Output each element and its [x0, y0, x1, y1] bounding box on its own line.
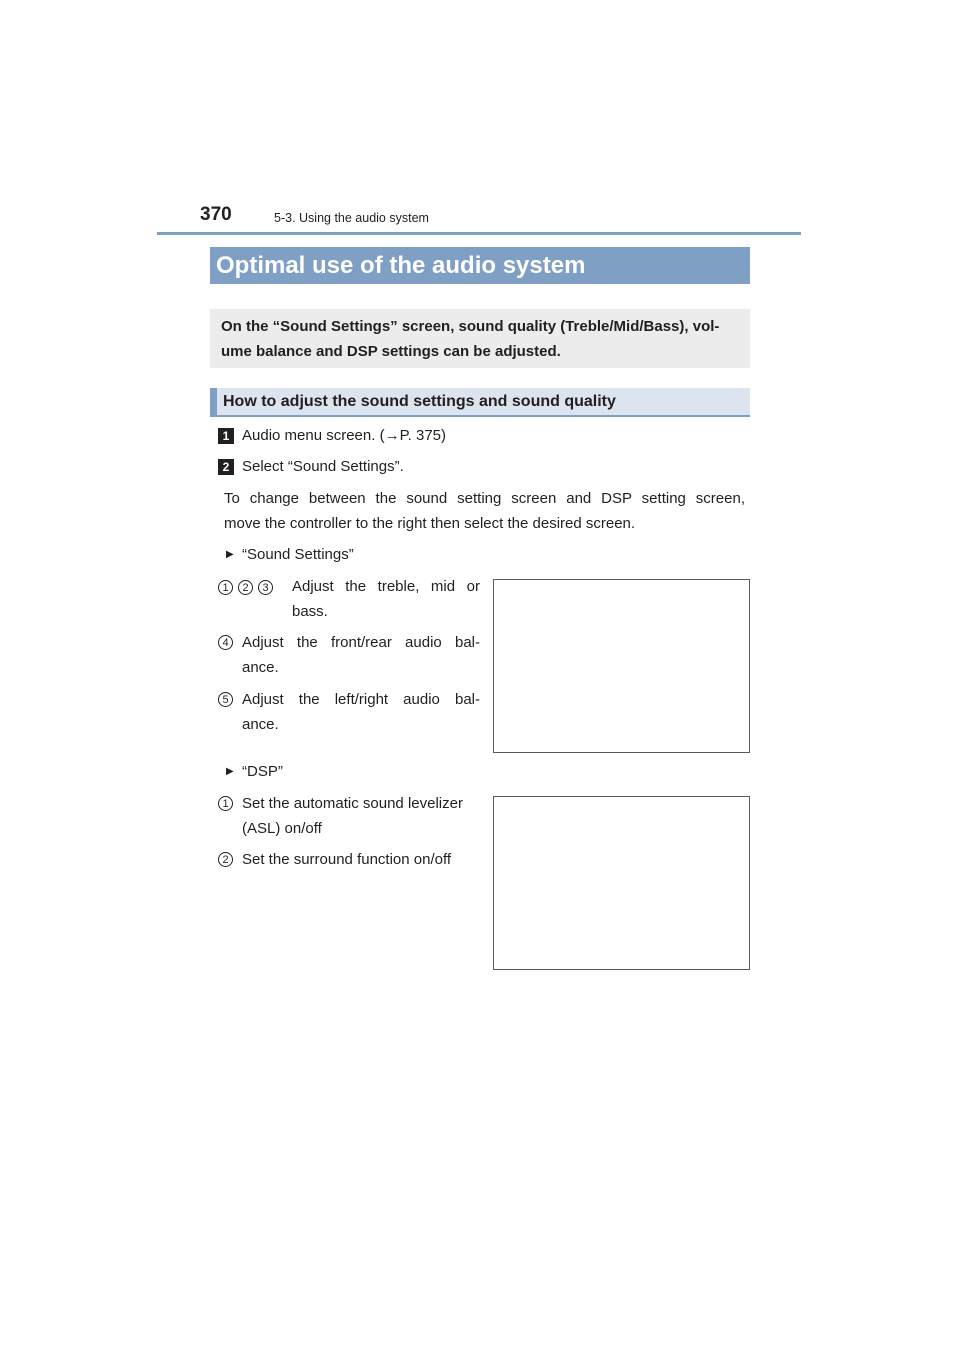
step-badge-2: 2: [218, 459, 234, 475]
note-line-2: move the controller to the right then select the desired screen.: [224, 515, 636, 532]
page-number: 370: [200, 204, 232, 225]
dsp-item-1-line-2: (ASL) on/off: [242, 820, 322, 837]
step-badge-1: 1: [218, 428, 234, 444]
sound-settings-heading: “Sound Settings”: [242, 546, 354, 563]
triangle-right-icon: ▶: [226, 766, 234, 777]
note-line-1: To change between the sound setting screen and DSP setting screen,: [224, 490, 745, 507]
callout-number: 1: [218, 580, 233, 595]
intro-box: [210, 309, 750, 368]
item-123-line-2: bass.: [292, 603, 328, 620]
item-5-line-2: ance.: [242, 716, 279, 733]
item-4-line-1: Adjust the front/rear audio bal-: [242, 634, 480, 651]
callout-number-4: 4: [218, 635, 233, 650]
callout-number: 3: [258, 580, 273, 595]
dsp-heading: “DSP”: [242, 763, 283, 780]
sound-settings-screen-image: [493, 579, 750, 753]
intro-line-1: On the “Sound Settings” screen, sound quality (Treble/Mid/Bass), vol-: [221, 318, 720, 335]
dsp-item-1-line-1: Set the automatic sound levelizer: [242, 795, 463, 812]
callout-group-123: [218, 578, 273, 596]
callout-number-dsp-2: 2: [218, 852, 233, 867]
dsp-screen-image: [493, 796, 750, 970]
header-divider: [157, 232, 801, 235]
step-text-2: Select “Sound Settings”.: [242, 458, 404, 475]
item-5-line-1: Adjust the left/right audio bal-: [242, 691, 480, 708]
triangle-right-icon: ▶: [226, 549, 234, 560]
item-123-line-1: Adjust the treble, mid or: [292, 578, 480, 595]
callout-number: 2: [238, 580, 253, 595]
intro-line-2: ume balance and DSP settings can be adjusted.: [221, 343, 561, 360]
page-title: Optimal use of the audio system: [210, 247, 750, 284]
step-text-1: Audio menu screen. (→P. 375): [242, 427, 447, 444]
section-label: 5-3. Using the audio system: [274, 211, 429, 225]
dsp-item-2-line-1: Set the surround function on/off: [242, 851, 452, 868]
callout-number-dsp-1: 1: [218, 796, 233, 811]
subsection-heading: How to adjust the sound settings and sound quality: [210, 388, 750, 417]
item-4-line-2: ance.: [242, 659, 279, 676]
callout-number-5: 5: [218, 692, 233, 707]
